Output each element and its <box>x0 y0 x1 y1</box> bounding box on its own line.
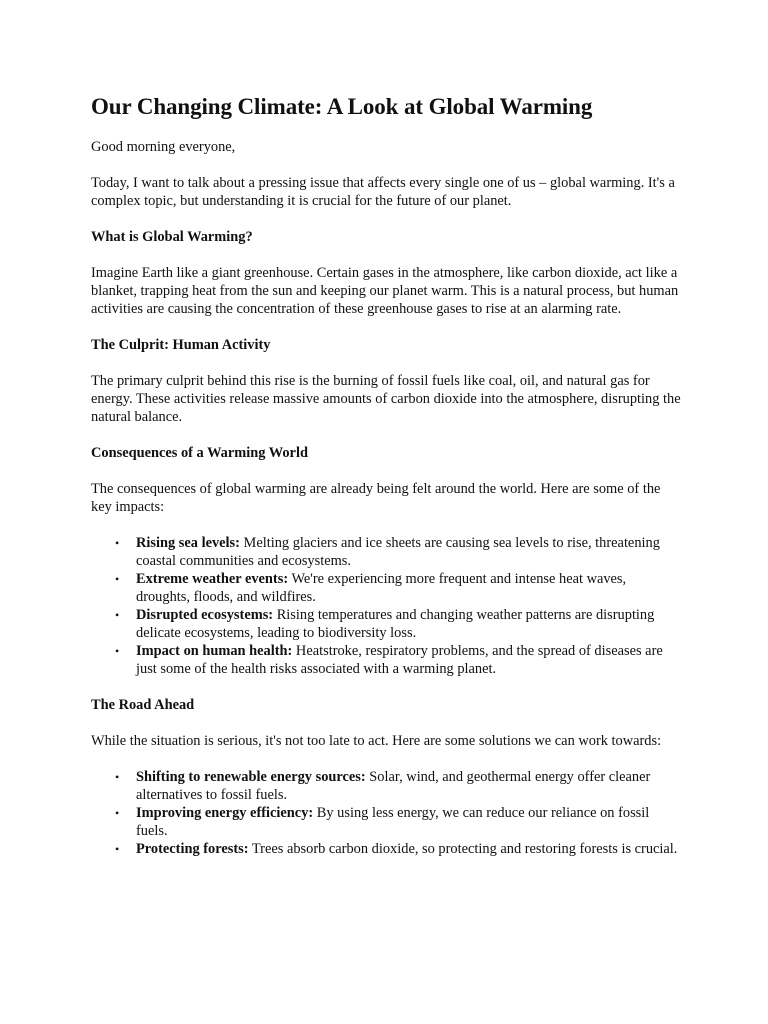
list-item-term: Impact on human health: <box>136 643 293 659</box>
list-item <box>91 804 681 840</box>
list-item-term: Disrupted ecosystems: <box>136 607 274 623</box>
list-item-text: Solar, wind, and geothermal energy offer cleaner alternatives to fossil fuels. <box>136 769 651 803</box>
document-title: Our Changing Climate: A Look at Global Warming <box>91 94 593 119</box>
list-item-text: Trees absorb carbon dioxide, so protecting and restoring forests is crucial. <box>248 841 678 857</box>
list-item-text: Heatstroke, respiratory problems, and the spread of diseases are just some of the health risks associated with a warming planet. <box>136 643 663 677</box>
section-heading-road: The Road Ahead <box>91 697 195 713</box>
list-item-term: Rising sea levels: <box>136 535 240 551</box>
consequences-list <box>91 534 681 678</box>
bullet-icon: • <box>115 536 120 550</box>
list-item-text: Rising temperatures and changing weather patterns are disrupting delicate ecosystems, leading to biodiversity loss. <box>136 607 655 641</box>
list-item-term: Extreme weather events: <box>136 571 289 587</box>
section-body-consequences: The consequences of global warming are already being felt around the world. Here are some of the key impacts: <box>91 481 661 515</box>
bullet-icon: • <box>115 572 120 586</box>
list-item <box>91 642 681 678</box>
bullet-icon: • <box>115 644 120 658</box>
list-item-text: By using less energy, we can reduce our reliance on fossil fuels. <box>136 805 650 839</box>
bullet-icon: • <box>115 770 120 784</box>
list-item-term: Shifting to renewable energy sources: <box>136 769 366 785</box>
bullet-icon: • <box>115 608 120 622</box>
bullet-icon: • <box>115 806 120 820</box>
document-page <box>91 92 681 876</box>
section-body-culprit: The primary culprit behind this rise is the burning of fossil fuels like coal, oil, and natural gas for energy. These activities release massive amounts of carbon dioxide into the atmosphere, disrupting the natural balance. <box>91 373 681 425</box>
list-item <box>91 570 681 606</box>
intro-paragraph: Today, I want to talk about a pressing issue that affects every single one of us – global warming. It's a complex topic, but understanding it is crucial for the future of our planet. <box>91 175 675 209</box>
list-item <box>91 840 681 858</box>
solutions-list <box>91 768 681 858</box>
section-heading-consequences: Consequences of a Warming World <box>91 445 308 461</box>
section-heading-culprit: The Culprit: Human Activity <box>91 337 271 353</box>
section-body-road: While the situation is serious, it's not too late to act. Here are some solutions we can work towards: <box>91 733 662 749</box>
section-body-what: Imagine Earth like a giant greenhouse. Certain gases in the atmosphere, like carbon dioxide, act like a blanket, trapping heat from the sun and keeping our planet warm. This is a natural process, but human activities are causing the concentration of these greenhouse gases to rise at an alarming rate. <box>91 265 679 317</box>
bullet-icon: • <box>115 842 120 856</box>
list-item <box>91 534 681 570</box>
greeting-paragraph: Good morning everyone, <box>91 139 236 155</box>
list-item-text: We're experiencing more frequent and intense heat waves, droughts, floods, and wildfires. <box>136 571 627 605</box>
list-item-text: Melting glaciers and ice sheets are causing sea levels to rise, threatening coastal communities and ecosystems. <box>136 535 660 569</box>
list-item-term: Improving energy efficiency: <box>136 805 314 821</box>
list-item <box>91 768 681 804</box>
list-item <box>91 606 681 642</box>
list-item-term: Protecting forests: <box>136 841 249 857</box>
section-heading-what: What is Global Warming? <box>91 229 253 245</box>
